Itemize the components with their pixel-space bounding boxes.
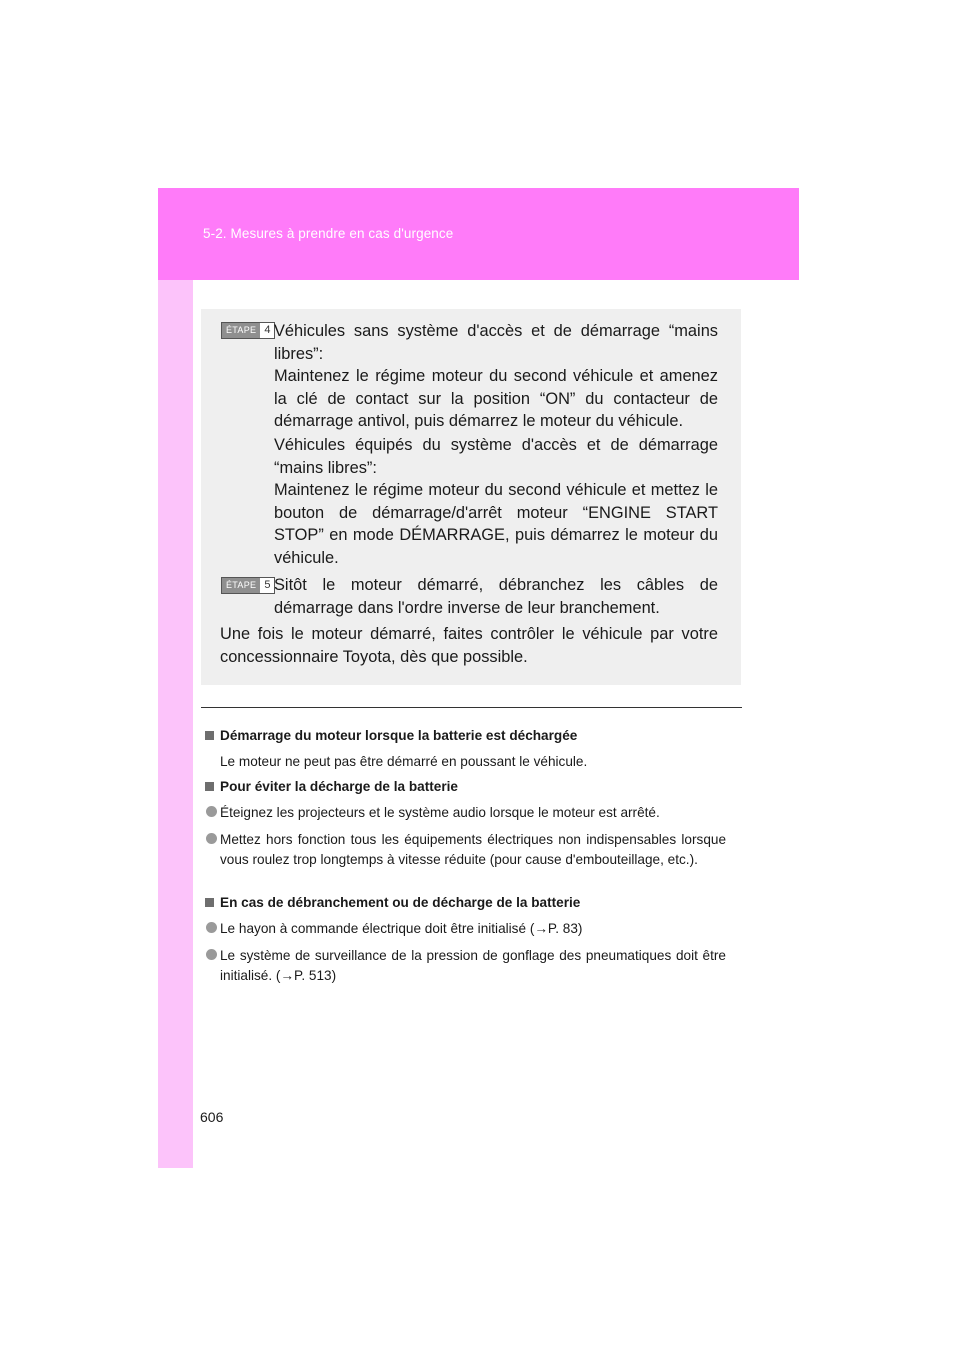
bullet-icon [206, 806, 217, 817]
heading-square-icon [205, 731, 214, 740]
step-number: 5 [264, 579, 271, 591]
page-number: 606 [200, 1109, 224, 1125]
step-5-badge [221, 577, 275, 594]
bullet-icon [206, 922, 217, 933]
section-divider [201, 707, 742, 708]
bullet-icon [206, 949, 217, 960]
list-item [206, 803, 726, 825]
list-item-text: Le hayon à commande électrique doit être initialisé (→P. 83) [220, 921, 583, 936]
heading-square-icon [205, 782, 214, 791]
list-item [206, 830, 726, 892]
note-heading-1 [205, 727, 577, 744]
list-item [206, 946, 726, 988]
heading-text: En cas de débranchement ou de décharge de la batterie [220, 895, 581, 910]
step-label: ÉTAPE [222, 578, 260, 593]
closing-text: Une fois le moteur démarré, faites contrôler le véhicule par votre concessionnaire Toyota, dès que possible. [220, 625, 718, 666]
step-4-text-b: Véhicules équipés du système d'accès et de démarrage “mains libres”: Maintenez le régime moteur du second véhicule et mettez le bouton de démarrage/d'arrêt moteur “ENGINE START STOP” en mode DÉMARRAGE, puis démarrez le moteur du véhicule. [274, 436, 718, 567]
list-item-text: Mettez hors fonction tous les équipements électriques non indispensables lorsque vous roulez trop longtemps à vitesse réduite (pour cause d'embouteillage, etc.). [220, 832, 726, 867]
note-heading-2 [205, 778, 458, 795]
step-4-text-a: Véhicules sans système d'accès et de démarrage “mains libres”: Maintenez le régime moteur du second véhicule et amenez la clé de contact sur la position “ON” du contacteur de démarrage antivol, puis démarrez le moteur du véhicule. [274, 322, 718, 431]
heading-square-icon [205, 898, 214, 907]
step-4-badge [221, 322, 275, 339]
step-label: ÉTAPE [222, 323, 260, 338]
section-title: 5-2. Mesures à prendre en cas d'urgence [203, 226, 454, 241]
step-number: 4 [264, 324, 271, 336]
list-item-text: Éteignez les projecteurs et le système audio lorsque le moteur est arrêté. [220, 805, 660, 820]
list-item-text: Le système de surveillance de la pression de gonflage des pneumatiques doit être initialisé. (→P. 513) [220, 948, 726, 983]
side-band [158, 188, 193, 1168]
list-item [206, 919, 726, 941]
heading-text: Démarrage du moteur lorsque la batterie est déchargée [220, 728, 578, 743]
note-paragraph-1: Le moteur ne peut pas être démarré en poussant le véhicule. [220, 754, 588, 769]
heading-text: Pour éviter la décharge de la batterie [220, 779, 458, 794]
note-heading-3 [205, 894, 580, 911]
bullet-icon [206, 833, 217, 844]
step-5-text: Sitôt le moteur démarré, débranchez les câbles de démarrage dans l'ordre inverse de leur branchement. [274, 576, 718, 617]
